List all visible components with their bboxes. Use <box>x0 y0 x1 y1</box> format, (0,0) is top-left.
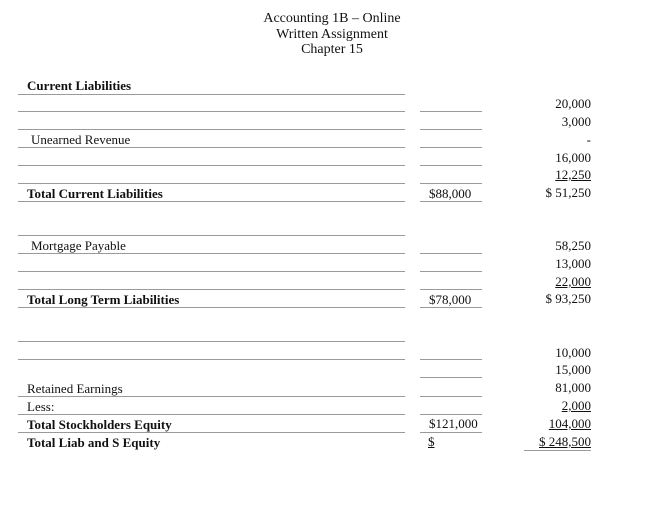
rule <box>18 201 405 202</box>
double-underline-rule <box>524 450 591 451</box>
cl-amount-5: 12,250 <box>555 167 591 182</box>
rule <box>18 147 405 148</box>
rule <box>420 129 482 130</box>
unearned-revenue-label: Unearned Revenue <box>31 132 131 147</box>
current-liabilities-heading: Current Liabilities <box>27 78 132 93</box>
ltl-amount-2: 13,000 <box>555 256 591 271</box>
mortgage-payable-label: Mortgage Payable <box>31 238 126 253</box>
rule <box>420 111 482 112</box>
header-chapter: Chapter 15 <box>301 42 363 57</box>
rule <box>420 377 482 378</box>
rule <box>18 289 405 290</box>
rule <box>18 432 405 433</box>
rule <box>18 165 405 166</box>
total-current-liabilities-label: Total Current Liabilities <box>27 186 163 201</box>
ltl-amount-3: 22,000 <box>555 274 591 289</box>
rule <box>18 271 405 272</box>
rule <box>18 129 405 130</box>
rule <box>420 396 482 397</box>
rule <box>420 414 482 415</box>
total-liab-and-equity-label: Total Liab and S Equity <box>27 435 161 450</box>
rule <box>420 201 482 202</box>
total-long-term-liabilities-col-c: $ 93,250 <box>545 291 591 306</box>
header-assignment-title: Written Assignment <box>276 27 388 42</box>
rule <box>420 147 482 148</box>
rule <box>18 111 405 112</box>
rule <box>18 94 405 95</box>
rule <box>420 289 482 290</box>
total-current-liabilities-col-c: $ 51,250 <box>545 185 591 200</box>
cl-amount-4: 16,000 <box>555 150 591 165</box>
rule <box>420 359 482 360</box>
rule <box>18 341 405 342</box>
rule <box>18 307 405 308</box>
rule <box>420 183 482 184</box>
total-stockholders-equity-col-c: 104,000 <box>548 416 591 431</box>
rule <box>420 307 482 308</box>
rule <box>18 183 405 184</box>
rule <box>18 359 405 360</box>
cl-amount-1: 20,000 <box>555 96 591 111</box>
ltl-amount-1: 58,250 <box>555 238 591 253</box>
rule <box>18 253 405 254</box>
retained-earnings-label: Retained Earnings <box>27 381 123 396</box>
total-long-term-liabilities-col-b: $78,000 <box>429 292 472 307</box>
total-liab-and-equity-col-c: $ 248,500 <box>539 434 591 449</box>
rule <box>18 235 405 236</box>
rule <box>420 271 482 272</box>
total-stockholders-equity-label: Total Stockholders Equity <box>27 417 172 432</box>
se-amount-4: 2,000 <box>561 398 591 413</box>
rule <box>420 165 482 166</box>
total-current-liabilities-col-b: $88,000 <box>429 186 472 201</box>
less-label: Less: <box>27 399 55 414</box>
se-amount-1: 10,000 <box>555 345 591 360</box>
rule <box>420 432 482 433</box>
se-amount-2: 15,000 <box>555 362 591 377</box>
rule <box>18 414 405 415</box>
total-long-term-liabilities-label: Total Long Term Liabilities <box>27 292 180 307</box>
header-course-title: Accounting 1B – Online <box>263 11 401 26</box>
total-liab-and-equity-col-b: $ <box>428 434 435 449</box>
total-stockholders-equity-col-b: $121,000 <box>429 416 478 431</box>
se-amount-3: 81,000 <box>555 380 591 395</box>
cl-amount-2: 3,000 <box>561 114 591 129</box>
rule <box>420 253 482 254</box>
rule <box>18 396 405 397</box>
cl-amount-3: - <box>586 132 591 147</box>
